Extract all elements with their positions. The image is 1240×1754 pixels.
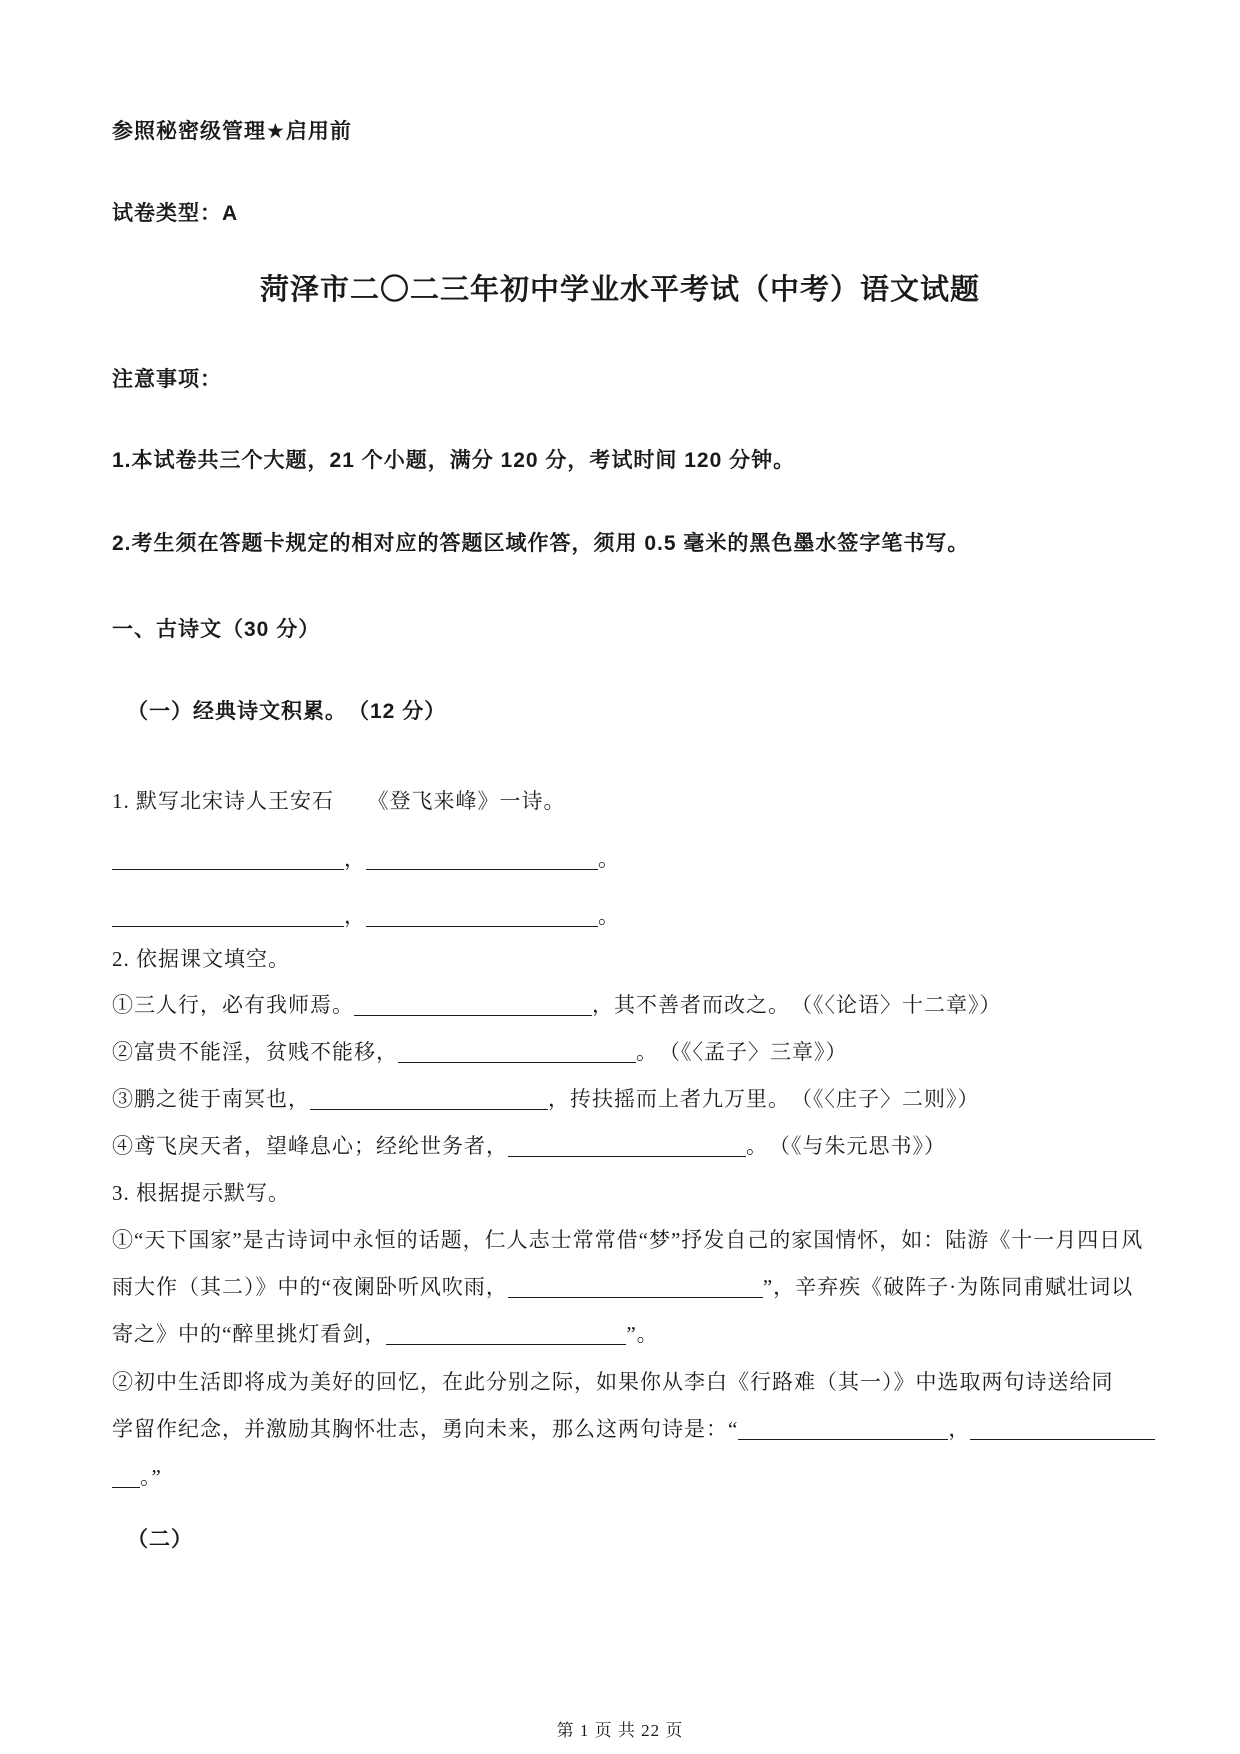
- question-3-item-1-line-2: [112, 1274, 1133, 1301]
- question-3-item-1-line-3-text: ”。: [626, 1322, 659, 1346]
- fill-in-blank: [398, 1041, 636, 1063]
- fill-in-blank: [354, 994, 592, 1016]
- question-2-item-4: [112, 1133, 946, 1160]
- fill-in-blank: [112, 848, 344, 870]
- paper-type-text: 试卷类型：A: [112, 202, 239, 225]
- question-2-item-1-text: ，其不善者而改之。 （《〈论语〉十二章》）: [592, 993, 1002, 1017]
- question-3-prompt: [112, 1180, 290, 1207]
- question-3-item-2-line-2: [112, 1416, 1155, 1443]
- question-2-item-1: [112, 992, 1002, 1019]
- question-2-item-3-text: ，抟扶摇而上者九万里。 （《〈庄子〉二则》）: [548, 1087, 980, 1111]
- question-1-blank-line-1-text: ，: [344, 847, 366, 871]
- fill-in-blank: [366, 848, 598, 870]
- notice-item-2-text: 2.考生须在答题卡规定的相对应的答题区域作答，须用 0.5 毫米的黑色墨水签字笔书写。: [112, 532, 970, 555]
- question-3-item-2-line-1: [112, 1369, 1114, 1396]
- question-3-item-1-line-3-text: 寄之》中的“醉里挑灯看剑，: [112, 1322, 387, 1346]
- question-2-item-2-text: ②富贵不能淫，贫贱不能移，: [112, 1040, 398, 1064]
- subsection-heading-1-text: （一）经典诗文积累。 （12 分）: [127, 700, 447, 723]
- question-1-prompt: [112, 788, 566, 815]
- fill-in-blank: [366, 905, 598, 927]
- paper-type: [112, 200, 238, 227]
- page-footer-text: 第 1 页 共 22 页: [556, 1721, 684, 1740]
- subsection-heading-2: [127, 1526, 193, 1553]
- fill-in-blank: [386, 1323, 626, 1345]
- subsection-heading-2-text: （二）: [127, 1528, 193, 1551]
- question-3-item-1-line-2-text: 雨大作（其二）》中的“夜阑卧听风吹雨，: [112, 1275, 508, 1299]
- notice-label: [112, 366, 222, 393]
- notice-label-text: 注意事项：: [112, 368, 222, 391]
- section-heading-1-text: 一、古诗文（30 分）: [112, 618, 321, 641]
- question-2-item-2-text: 。 （《〈孟子〉三章》）: [636, 1040, 848, 1064]
- notice-item-1-text: 1.本试卷共三个大题，21 个小题，满分 120 分，考试时间 120 分钟。: [112, 449, 796, 472]
- question-2-prompt: [112, 946, 290, 973]
- question-1-blank-line-1-text: 。: [598, 847, 620, 871]
- question-1-blank-line-1: [112, 846, 620, 873]
- page-footer: [0, 1720, 1240, 1742]
- question-1-blank-line-2-text: ，: [344, 904, 366, 928]
- subsection-heading-1: [127, 698, 446, 725]
- question-1-prompt-text: 1. 默写北宋诗人王安石 《登飞来峰》一诗。: [112, 789, 566, 813]
- question-3-item-1-line-2-text: ”，辛弃疾《破阵子·为陈同甫赋壮词以: [762, 1275, 1134, 1299]
- document-title: [0, 272, 1240, 310]
- question-2-prompt-text: 2. 依据课文填空。: [112, 947, 290, 971]
- question-3-item-2-line-2-text: 学留作纪念，并激励其胸怀壮志，勇向未来，那么这两句诗是：“: [112, 1417, 739, 1441]
- question-2-item-1-text: ①三人行，必有我师焉。: [112, 993, 354, 1017]
- question-3-item-2-line-3: [112, 1464, 162, 1491]
- question-2-item-3: [112, 1086, 980, 1113]
- question-3-item-2-line-2-text: ，: [948, 1417, 971, 1441]
- question-2-item-2: [112, 1039, 848, 1066]
- question-2-item-4-text: ④鸢飞戾天者，望峰息心；经纶世务者，: [112, 1134, 508, 1158]
- question-3-item-2-line-1-text: ②初中生活即将成为美好的回忆，在此分别之际，如果你从李白《行路难（其一）》中选取两句诗送给同: [112, 1370, 1114, 1394]
- classification-notice-text: 参照秘密级管理★启用前: [112, 120, 352, 143]
- section-heading-1: [112, 616, 320, 643]
- question-3-item-2-line-3-text: 。”: [140, 1465, 162, 1489]
- fill-in-blank: [738, 1418, 948, 1440]
- fill-in-blank: [112, 905, 344, 927]
- classification-notice: [112, 118, 352, 145]
- fill-in-blank: [310, 1088, 548, 1110]
- question-3-item-1-line-1: [112, 1227, 1143, 1254]
- fill-in-blank: [508, 1276, 763, 1298]
- fill-in-blank: [112, 1466, 140, 1488]
- document-title-text: 菏泽市二〇二三年初中学业水平考试（中考）语文试题: [259, 274, 980, 306]
- notice-item-2: [112, 530, 969, 557]
- question-3-item-1-line-3: [112, 1321, 659, 1348]
- question-3-prompt-text: 3. 根据提示默写。: [112, 1181, 290, 1205]
- question-2-item-3-text: ③鹏之徙于南冥也，: [112, 1087, 310, 1111]
- question-2-item-4-text: 。 （《与朱元思书》）: [746, 1134, 946, 1158]
- notice-item-1: [112, 447, 795, 474]
- fill-in-blank: [970, 1418, 1155, 1440]
- fill-in-blank: [508, 1135, 746, 1157]
- question-3-item-1-line-1-text: ①“天下国家”是古诗词中永恒的话题，仁人志士常常借“梦”抒发自己的家国情怀，如：陆游《十一月四日风: [112, 1228, 1144, 1252]
- question-1-blank-line-2: [112, 903, 620, 930]
- question-1-blank-line-2-text: 。: [598, 904, 620, 928]
